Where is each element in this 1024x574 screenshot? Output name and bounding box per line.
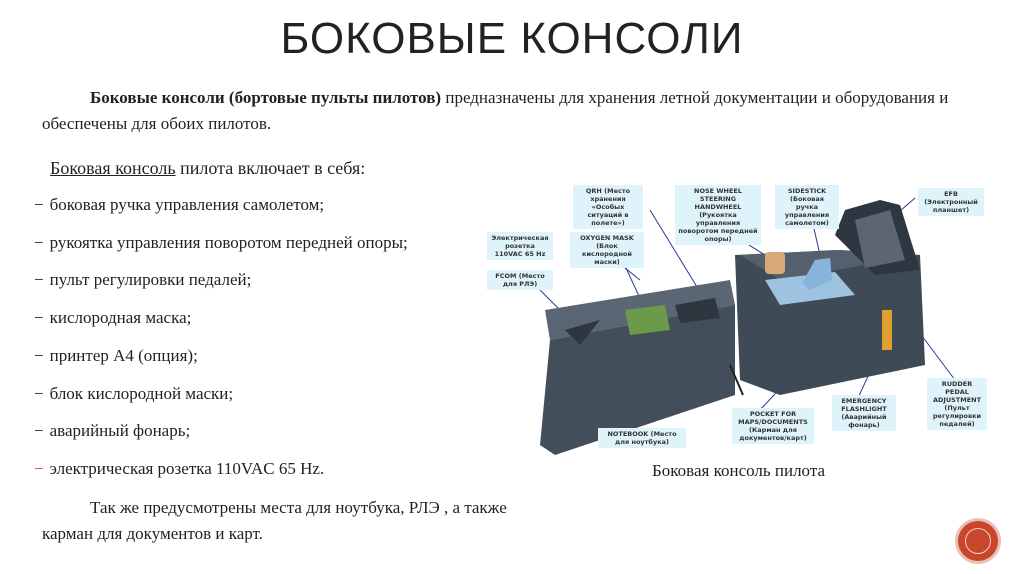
list-item-text: боковая ручка управления самолетом; xyxy=(49,195,325,214)
label-rudder-pedal: RUDDER PEDAL ADJUSTMENT (Пульт регулировки педалей) xyxy=(927,378,987,430)
label-fcom: FCOM (Место для РЛЭ) xyxy=(487,270,553,290)
slide-nav-button[interactable] xyxy=(958,521,998,561)
list-item xyxy=(34,346,198,366)
page-title: БОКОВЫЕ КОНСОЛИ xyxy=(280,14,744,63)
nws-handwheel-icon xyxy=(765,252,785,274)
list-dash: − xyxy=(34,383,44,403)
list-dash: − xyxy=(34,345,44,365)
label-qrh: QRH (Место хранения «Особых ситуаций в полете») xyxy=(573,185,643,229)
list-dash: − xyxy=(34,458,44,478)
label-oxygen-mask: OXYGEN MASK (Блок кислородной маски) xyxy=(570,232,644,268)
list-item-text: аварийный фонарь; xyxy=(49,421,191,441)
outro-paragraph: Так же предусмотрены места для ноутбука, РЛЭ , а также карман для документов и карт. xyxy=(42,498,507,543)
intro-text: предназначены для хранения летной документации и оборудования и обеспечены для обоих пилотов. xyxy=(42,88,949,133)
intro-paragraph xyxy=(42,85,972,137)
list-item xyxy=(34,195,324,215)
list-item xyxy=(34,308,191,328)
list-dash: − xyxy=(34,270,44,290)
list-item xyxy=(34,270,251,290)
list-item xyxy=(34,384,233,404)
label-emergency-flashlight: EMERGENCY FLASHLIGHT (Аварийный фонарь) xyxy=(832,395,896,431)
intro-bold: Боковые консоли (бортовые пульты пилотов) xyxy=(90,88,442,107)
label-notebook: NOTEBOOK (Место для ноутбука) xyxy=(598,428,686,448)
figure-caption: Боковая консоль пилота xyxy=(652,461,826,480)
label-efb: EFB (Электронный планшет) xyxy=(918,188,984,216)
label-pocket: POCKET FOR MAPS/DOCUMENTS (Карман для документов/карт) xyxy=(732,408,814,444)
list-item-text: рукоятка управления поворотом передней опоры; xyxy=(49,232,408,252)
list-dash: − xyxy=(34,232,44,252)
list-item-text: электрическая розетка 110VAC 65 Hz. xyxy=(49,458,325,478)
list-item-text: принтер А4 (опция); xyxy=(49,345,198,365)
label-sidestick: SIDESTICK (Боковая ручка управления самолетом) xyxy=(775,185,839,229)
list-item xyxy=(34,421,190,441)
list-item-text: блок кислородной маски; xyxy=(49,383,234,403)
subheading-underlined: Боковая консоль xyxy=(50,158,176,178)
subheading xyxy=(50,158,365,179)
list-item-text: пульт регулировки педалей; xyxy=(49,270,252,290)
list-item xyxy=(34,233,408,253)
subheading-text: пилота включает в себя: xyxy=(175,158,366,178)
list-dash: − xyxy=(34,195,44,214)
list-dash: − xyxy=(34,308,44,328)
flashlight-icon xyxy=(882,310,892,350)
label-nose-wheel-steering: NOSE WHEEL STEERING HANDWHEEL (Рукоятка управления поворотом передней опоры) xyxy=(675,185,761,245)
list-item-text: кислородная маска; xyxy=(49,308,192,328)
list-item xyxy=(34,459,324,479)
list-dash: − xyxy=(34,421,44,441)
oxygen-mask-unit xyxy=(625,305,670,335)
label-socket: Электрическая розетка 110VAC 65 Hz xyxy=(487,232,553,260)
